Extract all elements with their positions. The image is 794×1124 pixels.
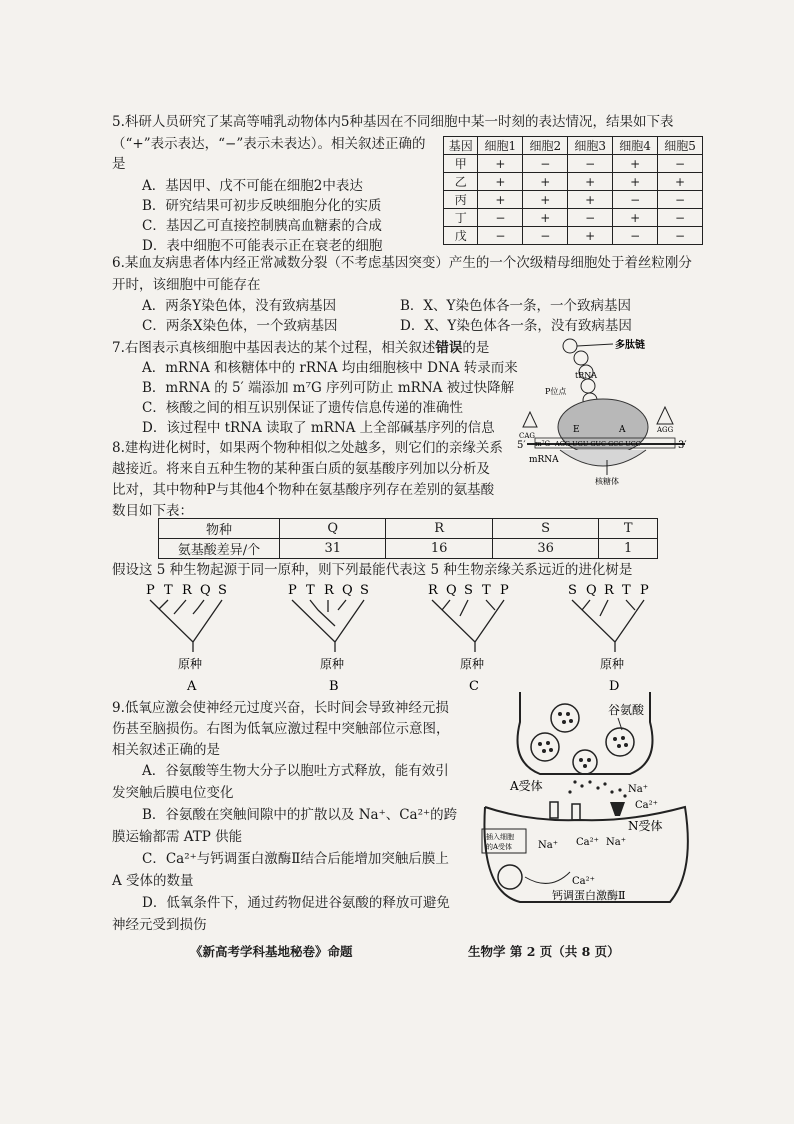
tree-leaf: P [640, 583, 649, 598]
q8-stem-line1: 8.建构进化树时，如果两个物种相似之处越多，则它们的亲缘关系 [112, 440, 503, 456]
q6-option-d: D．X、Y染色体各一条，没有致病基因 [400, 318, 632, 334]
tree-leaf: S [218, 583, 227, 598]
tree-letter: C [469, 679, 479, 694]
table-row [444, 227, 703, 245]
polypeptide-label: 多肽链 [615, 340, 645, 351]
m7g-label: m⁷G [535, 440, 551, 448]
q9-stem-line2: 伤甚至脑损伤。右图为低氧应激过程中突触部位示意图， [112, 721, 450, 737]
q5-stem-line2: （“+”表示表达，“−”表示未表达）。相关叙述正确的 [112, 136, 426, 152]
table-cell: + [613, 173, 658, 191]
table-cell: + [523, 173, 568, 191]
tree-leaf: R [428, 583, 438, 598]
trna-left-icon [523, 412, 537, 427]
q6-option-a: A．两条Y染色体，没有致病基因 [142, 298, 337, 314]
table-cell: 1 [599, 539, 658, 559]
table-cell: − [613, 191, 658, 209]
table-cell: − [478, 209, 523, 227]
table-cell: − [658, 155, 703, 173]
table-cell: + [568, 191, 613, 209]
q6-stem-line2: 开时，该细胞中可能存在 [112, 277, 261, 293]
tree-root-label: 原种 [320, 657, 345, 671]
table-header: 细胞5 [658, 137, 703, 155]
table-cell: + [568, 173, 613, 191]
tree-leaf: T [482, 583, 491, 598]
tree-b [288, 583, 369, 694]
q9-option-b-cont: 膜运输都需 ATP 供能 [112, 829, 243, 845]
table-cell: + [478, 173, 523, 191]
synaptic-vesicle [531, 733, 559, 761]
a-receptor-label: A受体 [510, 779, 543, 793]
q8-stem-line4: 数目如下表： [112, 503, 193, 519]
tree-d [568, 583, 649, 694]
table-row [444, 191, 703, 209]
table-cell: 31 [280, 539, 386, 559]
tree-leaf: Q [342, 583, 353, 598]
synaptic-vesicle [573, 750, 597, 774]
table-cell: − [613, 227, 658, 245]
tree-branches [292, 600, 364, 652]
insert-label-2: 的A受体 [486, 843, 513, 851]
table-cell: 16 [386, 539, 492, 559]
q9-stem-line3: 相关叙述正确的是 [112, 742, 220, 758]
q9-option-d-cont: 神经元受到损伤 [112, 917, 207, 933]
table-cell: + [523, 209, 568, 227]
q9-option-a: A．谷氨酸等生物大分子以胞吐方式释放，能有效引 [142, 763, 449, 779]
q9-stem-line1: 9.低氧应激会使神经元过度兴奋，长时间会导致神经元损 [112, 700, 449, 716]
table-header: Q [280, 519, 386, 539]
insert-arrow [525, 872, 570, 883]
table-cell: − [568, 155, 613, 173]
q7-stem-bold: 错误 [435, 340, 463, 356]
glutamate-label: 谷氨酸 [608, 703, 645, 717]
tree-leaf: S [464, 583, 473, 598]
q8-question: 假设这 5 种生物起源于同一原种，则下列最能代表这 5 种生物亲缘关系远近的进化树是 [112, 562, 633, 578]
table-cell: + [568, 227, 613, 245]
q7-option-a: A．mRNA 和核糖体中的 rRNA 均由细胞核中 DNA 转录而来 [142, 360, 518, 376]
left-anticodon: CAG [519, 432, 536, 440]
table-cell: 甲 [444, 155, 478, 173]
amino-acid-bead [581, 379, 595, 393]
receptor-vesicle [498, 865, 522, 889]
q8-stem-line3: 比对，其中物种P与其他4个物种在氨基酸序列存在差别的氨基酸 [112, 482, 495, 498]
table-row [444, 209, 703, 227]
na-label-bottom: Na⁺ [538, 840, 558, 851]
q5-stem-line1: 5.科研人员研究了某高等哺乳动物体内5种基因在不同细胞中某一时刻的表达情况，结果如下表 [112, 114, 674, 130]
table-cell: 戊 [444, 227, 478, 245]
p-site-label: P位点 [545, 387, 567, 396]
tree-leaf: S [360, 583, 369, 598]
footer-right: 生物学 第 2 页（共 8 页） [468, 944, 620, 959]
tree-a [146, 583, 227, 694]
insert-label-1: 插入细胞 [486, 833, 514, 841]
evolution-trees [130, 580, 690, 695]
q9-options [112, 761, 482, 935]
q7-option-b: B．mRNA 的 5′ 端添加 m⁷G 序列可防止 mRNA 被过快降解 [142, 380, 515, 396]
table-header: 细胞2 [523, 137, 568, 155]
na-label-right: Na⁺ [606, 837, 626, 848]
table-cell: + [613, 209, 658, 227]
a-receptor-icon [550, 802, 558, 818]
table-cell: + [523, 191, 568, 209]
q7-stem [112, 338, 489, 358]
codon-sequence: AGG UGU GUC GCC UCC [555, 440, 641, 448]
n-receptor-label: N受体 [628, 819, 663, 833]
table-cell: − [568, 209, 613, 227]
table-cell: 乙 [444, 173, 478, 191]
right-anticodon: AGG [657, 426, 674, 434]
synaptic-vesicle [606, 728, 634, 756]
na-label-top: Na⁺ [628, 784, 648, 795]
q7-stem-pre: 7.右图表示真核细胞中基因表达的某个过程，相关叙述 [112, 340, 436, 356]
q9-option-b: B．谷氨酸在突触间隙中的扩散以及 Na⁺、Ca²⁺的跨 [142, 807, 458, 823]
q9-option-a-cont: 发突触后膜电位变化 [112, 785, 234, 801]
table-cell: 36 [492, 539, 598, 559]
five-prime-label: 5′ [517, 440, 526, 451]
e-site-label: E [573, 425, 580, 435]
table-header: 细胞3 [568, 137, 613, 155]
tree-leaf: T [164, 583, 173, 598]
table-cell: − [478, 227, 523, 245]
q6-option-b: B．X、Y染色体各一条，一个致病基因 [400, 298, 631, 314]
table-cell: − [658, 191, 703, 209]
q5-options [142, 176, 382, 256]
table-header: S [492, 519, 598, 539]
tree-leaf: S [568, 583, 577, 598]
tree-leaf: P [146, 583, 155, 598]
tree-leaf: R [604, 583, 614, 598]
tree-letter: B [329, 679, 339, 694]
polypeptide-pointer [577, 344, 613, 346]
q5-option-a: A．基因甲、戊不可能在细胞2中表达 [142, 178, 363, 194]
table-cell: + [478, 191, 523, 209]
table-cell: − [523, 155, 568, 173]
tree-leaf: R [182, 583, 192, 598]
table-cell: + [613, 155, 658, 173]
table-header: 细胞4 [613, 137, 658, 155]
table-cell: 丙 [444, 191, 478, 209]
tree-leaf: T [622, 583, 631, 598]
q5-option-c: C．基因乙可直接控制胰高血糖素的合成 [142, 218, 382, 234]
tree-letter: A [187, 679, 197, 694]
q5-gene-table [443, 136, 703, 245]
translation-diagram [515, 332, 695, 492]
table-header: 基因 [444, 137, 478, 155]
tree-leaf: Q [446, 583, 457, 598]
synapse-diagram [480, 692, 695, 917]
n-receptor-icon [610, 802, 625, 816]
tree-leaf: T [306, 583, 315, 598]
synaptic-vesicle [551, 704, 579, 732]
table-header: R [386, 519, 492, 539]
q6-stem-line1: 6.某血友病患者体内经正常减数分裂（不考虑基因突变）产生的一个次级精母细胞处于着丝粒刚分 [112, 255, 692, 271]
table-header: 细胞1 [478, 137, 523, 155]
table-cell: + [658, 173, 703, 191]
tree-branches [432, 600, 504, 652]
q8-stem-line2: 越接近。将来自五种生物的某种蛋白质的氨基酸序列加以分析及 [112, 461, 490, 477]
table-header: T [599, 519, 658, 539]
tree-leaf: P [288, 583, 297, 598]
ca-label-top: Ca²⁺ [635, 800, 658, 811]
ca-label-inner: Ca²⁺ [572, 876, 595, 887]
q7-options [142, 358, 518, 438]
table-cell: − [658, 209, 703, 227]
tree-leaf: P [500, 583, 509, 598]
tree-root-label: 原种 [600, 657, 625, 671]
q7-option-c: C．核酸之间的相互识别保证了遗传信息传递的准确性 [142, 400, 463, 416]
mrna-label: mRNA [529, 455, 559, 465]
q6-option-c: C．两条X染色体，一个致病基因 [142, 318, 338, 334]
q5-option-b: B．研究结果可初步反映细胞分化的实质 [142, 198, 382, 214]
tree-leaf: Q [200, 583, 211, 598]
table-row [444, 155, 703, 173]
three-prime-label: 3′ [678, 440, 687, 451]
q7-option-d: D．该过程中 tRNA 读取了 mRNA 上全部碱基序列的信息 [142, 420, 495, 436]
table-cell: + [478, 155, 523, 173]
q5-stem-line3: 是 [112, 156, 126, 172]
table-row [444, 173, 703, 191]
a-site-label: A [619, 425, 626, 435]
ca-label-bottom: Ca²⁺ [576, 837, 599, 848]
tree-leaf: Q [586, 583, 597, 598]
q7-stem-post: 的是 [462, 340, 490, 356]
camk-label: 钙调蛋白激酶Ⅱ [552, 889, 626, 902]
tree-leaf: R [324, 583, 334, 598]
table-cell: − [523, 227, 568, 245]
table-cell: 氨基酸差异/个 [159, 539, 280, 559]
q5-option-d: D．表中细胞不可能表示正在衰老的细胞 [142, 238, 383, 254]
ribosome-small-subunit [560, 450, 646, 466]
amino-acid-bead [563, 339, 577, 353]
tree-root-label: 原种 [460, 657, 485, 671]
trna-right-icon [657, 407, 673, 424]
q8-amino-acid-table [158, 518, 658, 559]
tree-c [428, 583, 509, 694]
amino-acid-bead [574, 351, 588, 365]
table-row [444, 137, 703, 155]
q9-option-c-cont: A 受体的数量 [112, 873, 194, 889]
a-receptor-icon [572, 804, 580, 820]
table-row [159, 519, 658, 539]
table-header: 物种 [159, 519, 280, 539]
q9-option-d: D．低氧条件下，通过药物促进谷氨酸的释放可避免 [142, 895, 450, 911]
tree-letter: D [609, 679, 620, 694]
tree-branches [572, 600, 644, 652]
footer-left: 《新高考学科基地秘卷》命题 [190, 944, 353, 959]
q9-option-c: C．Ca²⁺与钙调蛋白激酶Ⅱ结合后能增加突触后膜上 [142, 851, 449, 867]
trna-label: tRNA [575, 371, 598, 380]
tree-branches [150, 600, 222, 652]
table-cell: 丁 [444, 209, 478, 227]
ribosome-label: 核糖体 [595, 477, 619, 486]
tree-root-label: 原种 [178, 657, 203, 671]
table-cell: − [658, 227, 703, 245]
table-row [159, 539, 658, 559]
